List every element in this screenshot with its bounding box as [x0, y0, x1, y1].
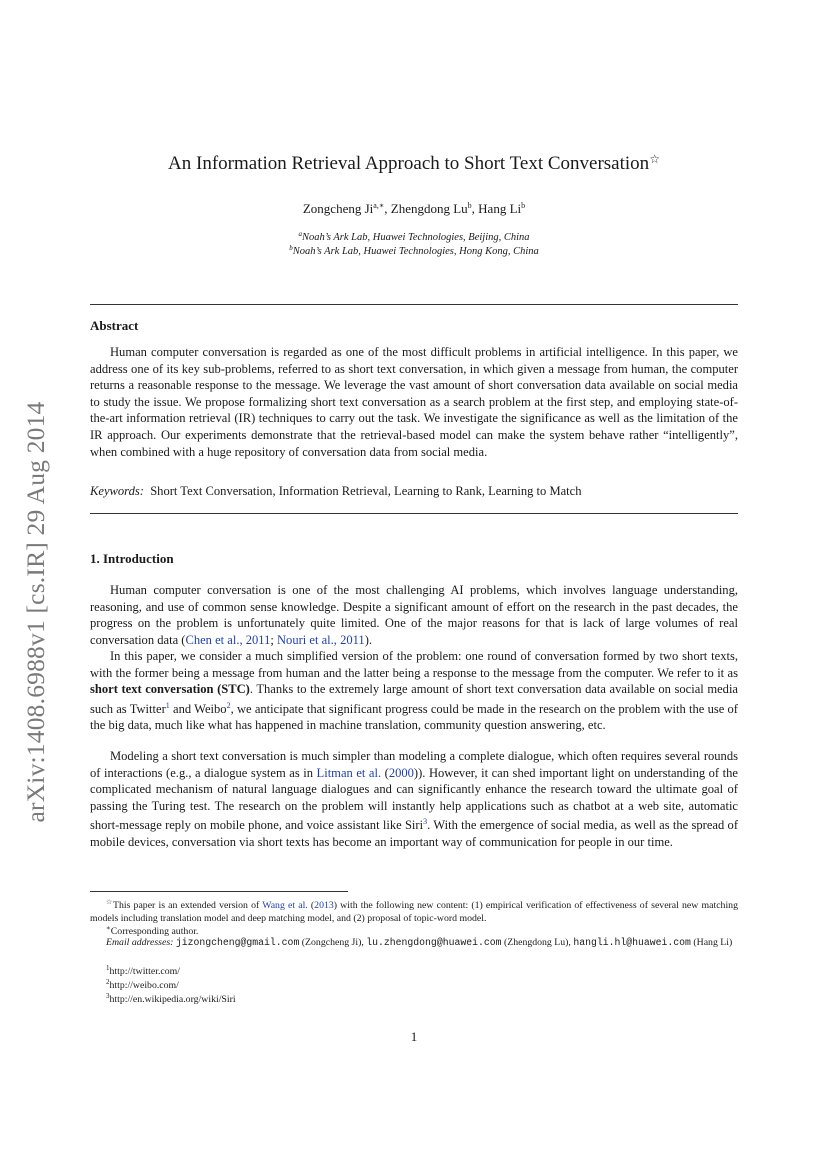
- citation-separator: ;: [270, 632, 277, 647]
- title-text: An Information Retrieval Approach to Short Text Conversation: [168, 153, 650, 174]
- author-list: [90, 201, 738, 217]
- intro-paragraph-3: [90, 748, 738, 851]
- citation-link[interactable]: 2000: [388, 765, 414, 780]
- footnote-mark: 1: [106, 964, 110, 972]
- footnote-mark: 3: [106, 992, 110, 1000]
- author-name: Zhengdong Lu: [390, 201, 468, 216]
- author-affiliation-mark: a,∗: [373, 201, 385, 210]
- paragraph-text: . With the emergence of social media, as well as the spread of mobile devices, conversation via short texts has become an important way of communication for people in our time.: [90, 818, 739, 849]
- citation-link[interactable]: Wang et al.: [262, 900, 308, 911]
- paragraph-text: )). However, it can shed important light on understanding of the complicated mechanism of natural language dialogues and can significantly enhance the research toward the ultimate goal of passing the Turing test. The research on the problem will instantly help applications such as chatbot at a web site, automatic short-message reply on mobile phone, and voice assistant like Siri: [90, 765, 738, 833]
- keywords-line: [90, 484, 738, 499]
- footnote-text: This paper is an extended version of: [112, 900, 263, 911]
- citation-link[interactable]: Litman et al.: [316, 765, 382, 780]
- citation-link[interactable]: Chen et al., 2011: [185, 632, 271, 647]
- affiliation-mark: b: [289, 244, 293, 252]
- footnote-text: ) with the following new content: (1) empirical verification of effectiveness of several new matching models including translation model and deep matching model, and (2) proposal of topic-word model.: [90, 900, 738, 925]
- footnote-3: [90, 990, 738, 1006]
- author-affiliation-mark: b: [521, 201, 526, 210]
- author-name: Hang Li: [478, 201, 522, 216]
- affiliation-text: Noah’s Ark Lab, Huawei Technologies, Beijing, China: [301, 232, 530, 243]
- email-owner: (Zongcheng Ji),: [299, 937, 367, 948]
- footnote-link[interactable]: 2: [226, 700, 231, 710]
- footnote-rule: [90, 891, 348, 892]
- citation-bracket: (: [381, 765, 389, 780]
- paper-title: [90, 152, 738, 175]
- affiliation-text: Noah’s Ark Lab, Huawei Technologies, Hong Kong, China: [292, 246, 539, 257]
- citation-link[interactable]: 2013: [314, 900, 334, 911]
- intro-paragraph-2: [90, 648, 738, 734]
- footnote-url[interactable]: http://en.wikipedia.org/wiki/Siri: [109, 994, 236, 1005]
- footnote-link[interactable]: 3: [423, 817, 428, 827]
- footnote-emails: [90, 936, 738, 949]
- citation-link[interactable]: Nouri et al., 2011: [277, 632, 365, 647]
- affiliation-b: [90, 244, 738, 257]
- affiliation-a: [90, 230, 738, 243]
- email-label: Email addresses:: [106, 937, 174, 948]
- paragraph-text: Human computer conversation is one of the most challenging AI problems, which involves language understanding, reasoning, and use of common sense knowledge. Despite a significant amount of effort on the research in the past decades, the progress on the problem is unfortunately quite limited. One of the major reasons for that is lack of large volumes of real conversation data (: [90, 583, 738, 647]
- paragraph-text: Modeling a short text conversation is much simpler than modeling a complete dialogue, which often requires several rounds of interactions (e.g., a dialogue system as in: [90, 749, 738, 780]
- abstract-heading: Abstract: [90, 318, 139, 333]
- paragraph-text: , we anticipate that significant progress could be made in the research on the problem with the use of the big data, much like what has happened in machine translation, community question answering, etc.: [90, 701, 738, 733]
- footnote-text: Corresponding author.: [110, 926, 199, 937]
- citation-bracket: (: [307, 900, 315, 911]
- footnote-mark: ∗: [106, 924, 111, 932]
- author-separator: ,: [471, 201, 479, 216]
- paragraph-text: In this paper, we consider a much simplified version of the problem: one round of conversation formed by two short texts, with the former being a message from human and the latter being a response to the message from the computer. We refer to it as: [90, 649, 738, 680]
- author-name: Zongcheng Ji: [302, 201, 374, 216]
- footnote-star: [90, 896, 738, 925]
- email-owner: (Zhengdong Lu),: [501, 937, 574, 948]
- footnote-mark: ☆: [106, 898, 113, 906]
- abstract-top-rule: [90, 304, 738, 305]
- footnote-mark: 2: [106, 978, 110, 986]
- affiliation-mark: a: [298, 230, 302, 238]
- title-footnote-mark: ☆: [649, 152, 660, 166]
- stc-term: short text conversation (STC): [90, 682, 250, 697]
- paragraph-text: and Weibo: [169, 701, 227, 716]
- keywords-text: Short Text Conversation, Information Retrieval, Learning to Rank, Learning to Match: [150, 484, 582, 498]
- intro-paragraph-1: [90, 582, 738, 648]
- author-affiliation-mark: b: [467, 201, 472, 210]
- footnote-link[interactable]: 1: [165, 700, 170, 710]
- abstract-bottom-rule: [90, 513, 738, 514]
- email-link[interactable]: hangli.hl@huawei.com: [573, 937, 691, 948]
- keywords-label: Keywords:: [90, 484, 144, 498]
- email-owner: (Hang Li): [690, 937, 733, 948]
- arxiv-identifier-stamp: arXiv:1408.6988v1 [cs.IR] 29 Aug 2014: [21, 401, 50, 823]
- email-link[interactable]: jizongcheng@gmail.com: [175, 937, 300, 948]
- footnote-url[interactable]: http://weibo.com/: [109, 980, 179, 991]
- email-link[interactable]: lu.zhengdong@huawei.com: [366, 937, 502, 948]
- abstract-text: Human computer conversation is regarded as one of the most difficult problems in artificial intelligence. In this paper, we address one of its key sub-problems, referred to as short text conversation, in which given a message from human, the computer returns a reasonable response to the message. We leverage the vast amount of short conversation data available on social media to study the issue. We propose formalizing short text conversation as a search problem at the first step, and employing state-of-the-art information retrieval (IR) techniques to carry out the task. We investigate the significance as well as the limitation of the IR approach. Our experiments demonstrate that the retrieval-based model can make the system behave rather “intelligently”, when combined with a huge repository of conversation data from social media.: [90, 345, 738, 459]
- paragraph-text: ).: [364, 632, 373, 647]
- author-separator: ,: [384, 201, 391, 216]
- page-number: 1: [410, 1029, 418, 1044]
- footnote-url[interactable]: http://twitter.com/: [109, 966, 180, 977]
- section-heading-introduction: 1. Introduction: [90, 551, 174, 566]
- paragraph-text: . Thanks to the extremely large amount of short text conversation data available on social media such as Twitter: [90, 682, 738, 716]
